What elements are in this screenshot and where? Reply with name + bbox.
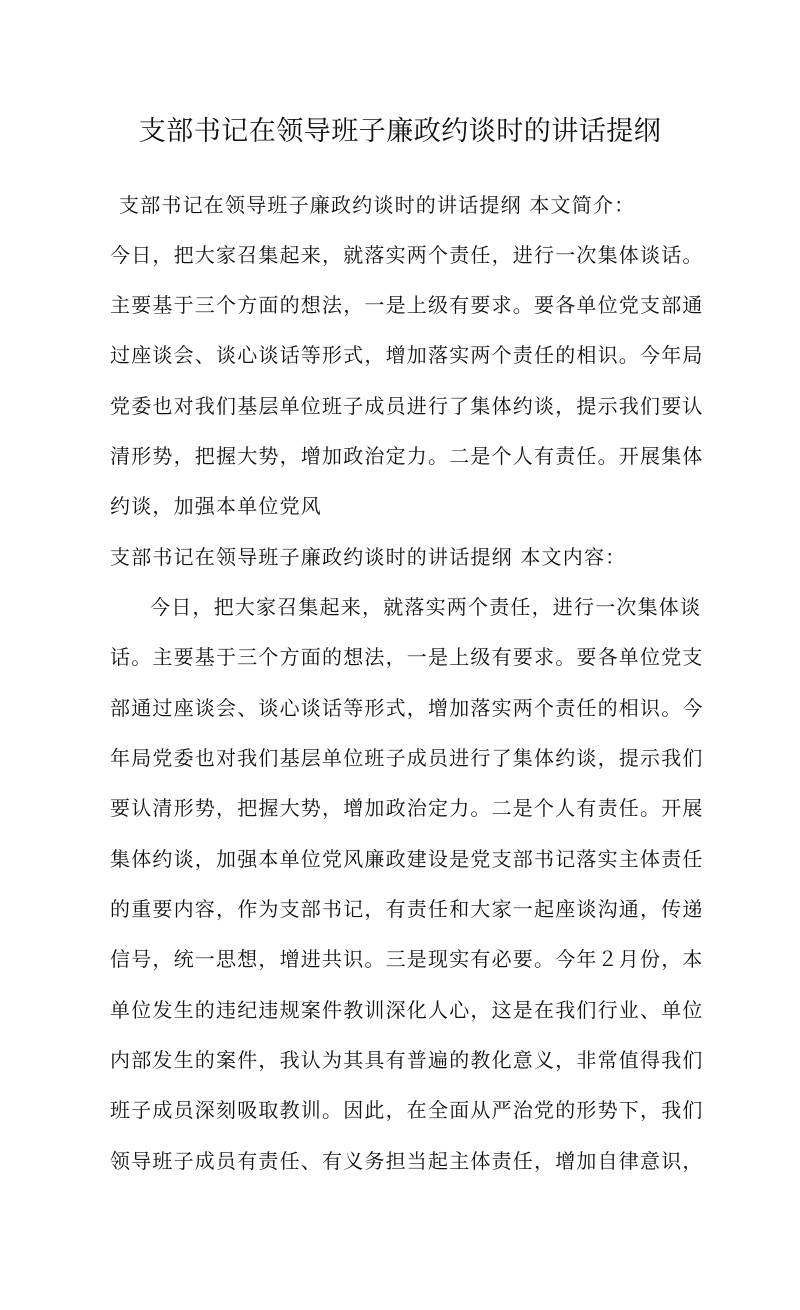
- content-line: 部通过座谈会、谈心谈话等形式，增加落实两个责任的相识。今: [110, 696, 704, 720]
- content-line: 话。主要基于三个方面的想法，一是上级有要求。要各单位党支: [110, 645, 704, 669]
- content-line: 的重要内容，作为支部书记，有责任和大家一起座谈沟通，传递: [110, 897, 704, 921]
- content-line: 集体约谈，加强本单位党风廉政建设是党支部书记落实主体责任: [110, 847, 704, 871]
- content-line: 班子成员深刻吸取教训。因此，在全面从严治党的形势下，我们: [110, 1098, 704, 1122]
- content-line: 信号，统一思想，增进共识。三是现实有必要。今年２月份，本: [110, 947, 704, 971]
- summary-line: 约谈，加强本单位党风: [110, 494, 322, 518]
- summary-heading: 支部书记在领导班子廉政约谈时的讲话提纲 本文简介：: [119, 193, 636, 217]
- content-line: 要认清形势，把握大势，增加政治定力。二是个人有责任。开展: [110, 796, 704, 820]
- summary-line: 主要基于三个方面的想法，一是上级有要求。要各单位党支部通: [110, 293, 704, 317]
- document-title: 支部书记在领导班子廉政约谈时的讲话提纲: [138, 116, 662, 147]
- content-line: 年局党委也对我们基层单位班子成员进行了集体约谈，提示我们: [110, 746, 704, 770]
- summary-line: 清形势，把握大势，增加政治定力。二是个人有责任。开展集体: [110, 444, 704, 468]
- content-line: 内部发生的案件，我认为其具有普遍的教化意义，非常值得我们: [110, 1048, 704, 1072]
- content-line: 单位发生的违纪违规案件教训深化人心，这是在我们行业、单位: [110, 998, 704, 1022]
- content-heading: 支部书记在领导班子廉政约谈时的讲话提纲 本文内容：: [110, 545, 627, 569]
- summary-line: 过座谈会、谈心谈话等形式，增加落实两个责任的相识。今年局: [110, 343, 704, 367]
- summary-line: 党委也对我们基层单位班子成员进行了集体约谈，提示我们要认: [110, 394, 704, 418]
- summary-line: 今日，把大家召集起来，就落实两个责任，进行一次集体谈话。: [110, 243, 704, 267]
- content-line: 今日，把大家召集起来，就落实两个责任，进行一次集体谈: [150, 595, 702, 619]
- content-line: 领导班子成员有责任、有义务担当起主体责任，增加自律意识，: [110, 1149, 704, 1173]
